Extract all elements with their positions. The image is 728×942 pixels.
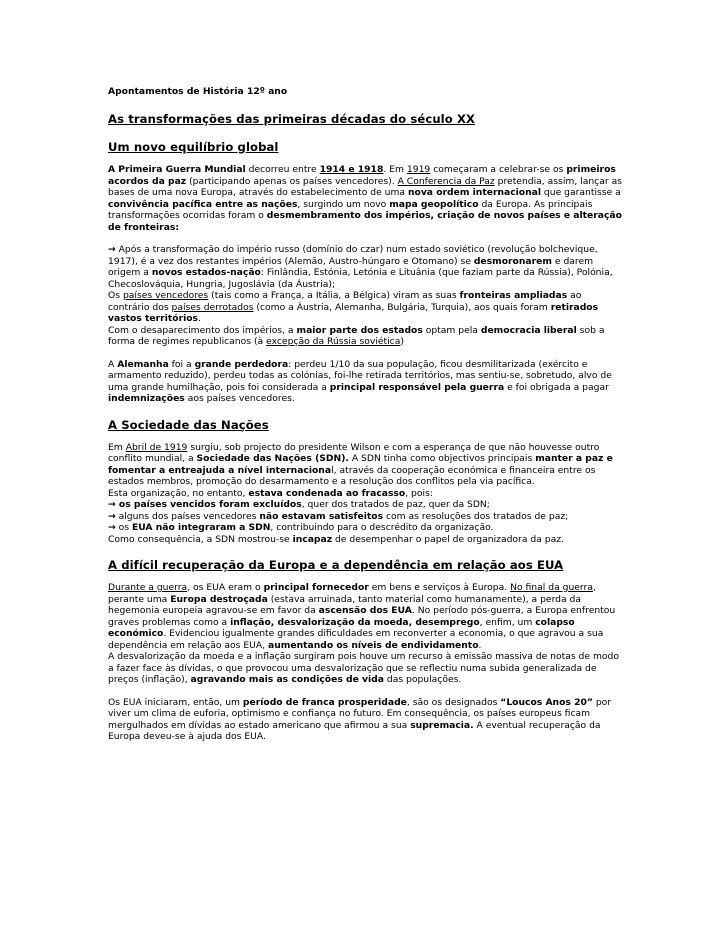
text-run: , enfim, um <box>479 616 536 628</box>
bold-text: indemnizações <box>108 393 185 404</box>
bold-text: principal responsável pela guerra <box>329 381 505 393</box>
text-run: , quer dos tratados de paz, quer da SDN; <box>301 499 490 510</box>
bold-text: não estavam satisfeitos <box>259 510 384 522</box>
text-run: , contribuindo para o descrédito da organização. <box>270 522 494 533</box>
bold-text: Sociedade das Nações (SDN). <box>196 453 349 464</box>
text-run: Em <box>108 441 126 453</box>
text-run: Os <box>108 290 123 301</box>
bold-text: desmoronarem <box>473 255 552 267</box>
text-run: (participando apenas os países vencedores). <box>186 175 398 187</box>
text-run: em bens e serviços à Europa. <box>368 582 511 593</box>
text-run: começaram a celebrar-se os <box>430 164 567 175</box>
text-run: decorreu entre <box>245 164 320 175</box>
bold-text: convivência pacífica entre as nações <box>108 198 298 210</box>
text-run: e darem origem a <box>108 255 594 278</box>
text-run: Como consequência, a SDN mostrou-se <box>108 533 293 545</box>
text-run: surgiu, sob projecto do presidente Wilson e com a esperança de que não houvesse outro conflito mundial, a <box>108 441 600 464</box>
text-run: : perdeu 1/10 da sua população, ficou desmilitarizada (exército e armamento reduzido), perdeu todas as colónias, foi-lhe retirada territórios, mas sentiu-se, sobretudo, alvo de uma grande humilhação, pois foi considerada a <box>108 358 612 393</box>
text-run: Com o desaparecimento dos impérios, a <box>108 324 297 336</box>
underlined-text: A Conferencia da Paz <box>397 175 495 187</box>
text-run: sob a forma de regimes republicanos (à <box>108 324 605 347</box>
text-run: : Finlândia, Estónia, Letónia e Lituânia (que faziam parte da Rússia), Polónia, Checoslováquia, Hungria, Jugoslávia (da Áustria); <box>108 267 613 290</box>
underlined-text: No final da guerra <box>510 582 593 593</box>
text-run: foi a <box>168 358 195 370</box>
bold-text: EUA não integraram a SDN <box>131 522 271 533</box>
text-run: A eventual recuperação da Europa deveu-se à ajuda dos EUA. <box>108 719 601 742</box>
text-run: , perante uma <box>108 582 596 605</box>
text-run: por viver um clima de euforia, optimismo e confiança no futuro. Em consequência, os países europeus ficam mergulhados em dívidas ao estado americano que afirmou a sua <box>108 696 612 731</box>
text-run: . No período pós-guerra, a Europa enfrentou graves problemas como a <box>108 605 616 628</box>
bold-text: aumentando os níveis de endividamento <box>268 639 479 651</box>
text-run: das populações. <box>383 674 462 685</box>
text-run: optam pela <box>422 324 481 336</box>
bold-text: maior parte dos estados <box>296 324 423 336</box>
document-title: Apontamentos de História 12º ano <box>108 86 288 97</box>
underlined-text: Durante a guerra <box>108 582 188 593</box>
text-run: Esta organização, no entanto, <box>108 487 249 499</box>
underlined-text: 1919 <box>406 164 431 175</box>
section1-paragraph-1 <box>108 164 624 233</box>
text-run: que garantisse a <box>541 187 621 198</box>
text-run: de desempenhar o papel de organizadora da paz. <box>332 533 564 545</box>
bold-text: retirados vastos territórios <box>108 301 599 324</box>
bold-text: grande perdedora <box>194 358 289 370</box>
underlined-text: países derrotados <box>171 301 254 313</box>
text-run: . Evidenciou igualmente grandes dificuldades em reconverter a economia, o que agravou a sua dependência em relação aos EUA, <box>108 628 604 651</box>
section1-paragraph-2 <box>108 244 624 348</box>
text-run: , são os designados <box>406 696 501 708</box>
bold-text: → <box>108 244 116 255</box>
section-heading-novo-equilibrio: Um novo equilíbrio global <box>108 140 279 154</box>
text-run: (como a Áustria, Alemanha, Bulgária, Turquia), aos quais foram <box>253 301 551 313</box>
text-run: , surgindo um novo <box>297 198 390 210</box>
bold-text: “Loucos Anos 20” <box>500 696 593 708</box>
section3-paragraph-2 <box>108 697 624 743</box>
bold-text: período de franca prosperidade <box>242 696 407 708</box>
bold-text: ascensão dos EUA <box>318 605 412 616</box>
text-run: os <box>115 522 132 533</box>
bold-text: estava condenada ao fracasso <box>248 487 406 499</box>
text-run: A desvalorização da moeda e a inflação surgiram pois houve um recurso à emissão massiva de notas de modo a fazer face às dívidas, o que provocou uma desvalorização que se reflectiu numa subida generalizada de preços (inflação), <box>108 651 619 685</box>
bold-text: Europa destroçada <box>170 593 268 605</box>
section3-paragraph-1 <box>108 582 624 686</box>
text-run: . <box>198 313 201 324</box>
text-run: com as resoluções dos tratados de paz; <box>383 510 569 522</box>
bold-text: democracia liberal <box>480 324 577 336</box>
bold-text: nova ordem internacional <box>407 187 542 198</box>
text-run: alguns dos países vencedores <box>115 510 260 522</box>
text-run: . Em <box>383 164 407 175</box>
underlined-text: países vencedores <box>122 290 209 301</box>
text-run: Os EUA iniciaram, então, um <box>108 696 243 708</box>
bold-text: A Primeira Guerra Mundial <box>108 164 246 175</box>
text-run: ) <box>400 336 404 347</box>
text-run: ao contrário dos <box>108 290 582 313</box>
bold-text: agravando mais as condições de vida <box>190 674 384 685</box>
bold-text: novos estados-nação <box>151 267 261 278</box>
bold-text: Alemanha <box>117 358 169 370</box>
bold-text: inflação, desvalorização da moeda, desemprego <box>230 616 480 628</box>
text-run: (tais como a França, a Itália, a Bélgica) viram as suas <box>208 290 460 301</box>
bold-text: colapso económico <box>108 616 575 639</box>
bold-text: mapa geopolítico <box>389 198 479 210</box>
text-run: , pois: <box>405 487 433 499</box>
text-run: aos países vencedores. <box>184 393 295 404</box>
bold-text: fronteiras ampliadas <box>459 290 568 301</box>
bold-text: → <box>108 522 116 533</box>
text-run: da Europa. As principais transformações ocorridas foram o <box>108 198 593 221</box>
underlined-text: 1914 e 1918 <box>319 164 384 175</box>
bold-text: manter a paz e fomentar a entreajuda a nível internaciona <box>108 453 613 476</box>
text-run: . <box>478 639 482 651</box>
main-heading: As transformações das primeiras décadas do século XX <box>108 112 476 126</box>
bold-text: os países vencidos foram excluídos <box>115 499 302 510</box>
bold-text: → <box>108 499 116 510</box>
text-run: A SDN tinha como objectivos principais <box>348 453 536 464</box>
bold-text: supremacia. <box>410 719 474 731</box>
document-page <box>108 86 624 743</box>
text-run: pretendia, assim, lançar as bases de uma nova Europa, através do estabelecimento de uma <box>108 175 622 198</box>
text-run: A <box>108 358 118 370</box>
underlined-text: excepção da Rússia soviética <box>266 336 401 347</box>
text-run: e foi obrigada a pagar <box>504 381 609 393</box>
bold-text: → <box>108 510 116 522</box>
section2-paragraph-1 <box>108 442 624 546</box>
text-run: Após a transformação do império russo (domínio do czar) num estado soviético (revolução bolchevique, 1917), é a vez dos restantes impérios (Alemão, Austro-húngaro e Otomano) se <box>108 244 598 267</box>
text-run: , os EUA eram o <box>187 582 264 593</box>
text-run: l, através da cooperação económica e financeira entre os estados membros, promoção do desarmamento e a resolução dos conflitos pela via pacífica. <box>108 464 596 487</box>
text-run: (estava arruinada, tanto material como humanamente), a perda da hegemonia europeia agravou-se em favor da <box>108 593 582 616</box>
section-heading-recuperacao-europa: A difícil recuperação da Europa e a dependência em relação aos EUA <box>108 558 564 572</box>
section-heading-sociedade-nacoes: A Sociedade das Nações <box>108 417 269 432</box>
bold-text: incapaz <box>292 533 333 545</box>
bold-text: desmembramento dos impérios, criação de novos países e alteração de fronteiras: <box>108 210 622 233</box>
underlined-text: Abril de 1919 <box>125 441 188 453</box>
bold-text: primeiros acordos da paz <box>108 164 616 187</box>
section1-paragraph-3 <box>108 359 624 405</box>
bold-text: principal fornecedor <box>263 582 369 593</box>
